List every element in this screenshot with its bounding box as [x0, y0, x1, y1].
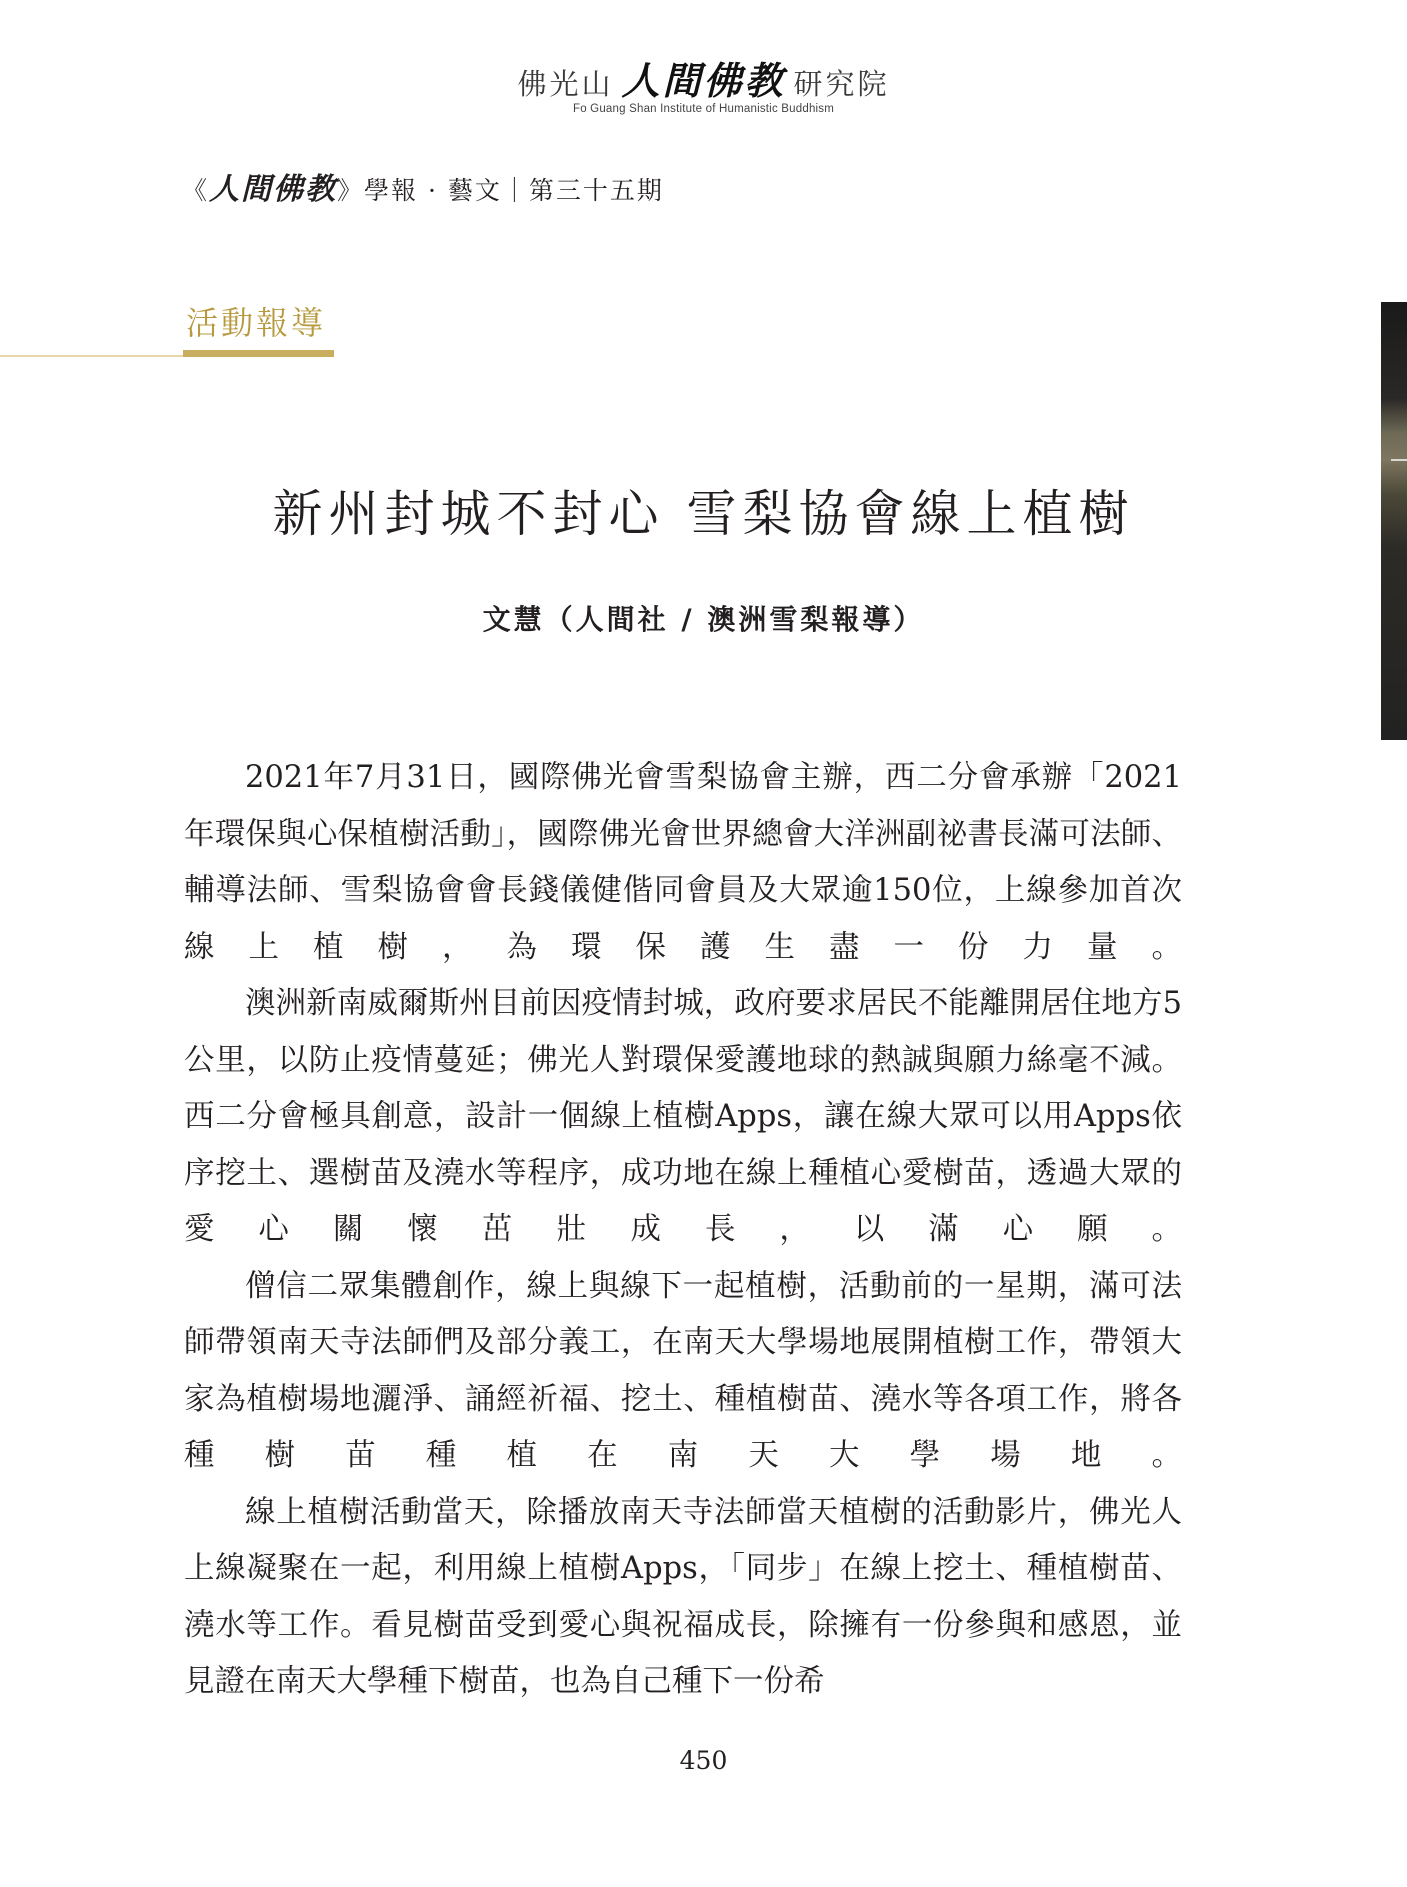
section-label: 活動報導 — [186, 304, 327, 342]
institute-name-prefix: 佛光山 — [517, 67, 614, 101]
article-title: 新州封城不封心 雪梨協會線上植樹 — [272, 485, 1135, 543]
journal-open-bracket: 《 — [182, 176, 210, 205]
article-body — [184, 750, 1182, 1711]
institute-name — [0, 61, 1407, 103]
section-accent-bar — [183, 350, 334, 357]
journal-brand-script: 人間佛教 — [209, 173, 338, 206]
article-byline: 文慧（人間社 / 澳洲雪梨報導） — [482, 603, 925, 636]
institute-name-suffix: 研究院 — [793, 67, 890, 101]
journal-issue-info: 》學報 · 藝文｜第三十五期 — [337, 176, 664, 205]
brand-script-logo: 人間佛教 — [621, 61, 786, 103]
edge-photo-detail — [1391, 459, 1407, 461]
journal-running-header — [182, 164, 664, 208]
institute-english-name: Fo Guang Shan Institute of Humanistic Buddhism — [572, 103, 835, 115]
institute-logo — [0, 61, 1407, 115]
paragraph: 僧信二眾集體創作，線上與線下一起植樹，活動前的一星期，滿可法師帶領南天寺法師們及部分義工，在南天大學場地展開植樹工作，帶領大家為植樹場地灑淨、誦經祈福、挖土、種植樹苗、澆水等各項工作，將各種樹苗種植在南天大學場地。 — [184, 1268, 1182, 1473]
page-number: 450 — [679, 1746, 728, 1775]
paragraph: 澳洲新南威爾斯州目前因疫情封城，政府要求居民不能離開居住地方5公里，以防止疫情蔓延；佛光人對環保愛護地球的熱誠與願力絲毫不減。西二分會極具創意，設計一個線上植樹Apps，讓在線大眾可以用Apps依序挖土、選樹苗及澆水等程序，成功地在線上種植心愛樹苗，透過大眾的愛心關懷茁壯成長，以滿心願。 — [184, 986, 1182, 1247]
paragraph: 線上植樹活動當天，除播放南天寺法師當天植樹的活動影片，佛光人上線凝聚在一起，利用線上植樹Apps，「同步」在線上挖土、種植樹苗、澆水等工作。看見樹苗受到愛心與祝福成長，除擁有一份參與和感恩，並見證在南天大學種下樹苗，也為自己種下一份希 — [184, 1494, 1182, 1699]
paragraph: 2021年7月31日，國際佛光會雪梨協會主辦，西二分會承辦「2021年環保與心保植樹活動」，國際佛光會世界總會大洋洲副祕書長滿可法師、輔導法師、雪梨協會會長錢儀健偕同會員及大眾逾150位，上線參加首次線上植樹，為環保護生盡一份力量。 — [184, 760, 1182, 965]
